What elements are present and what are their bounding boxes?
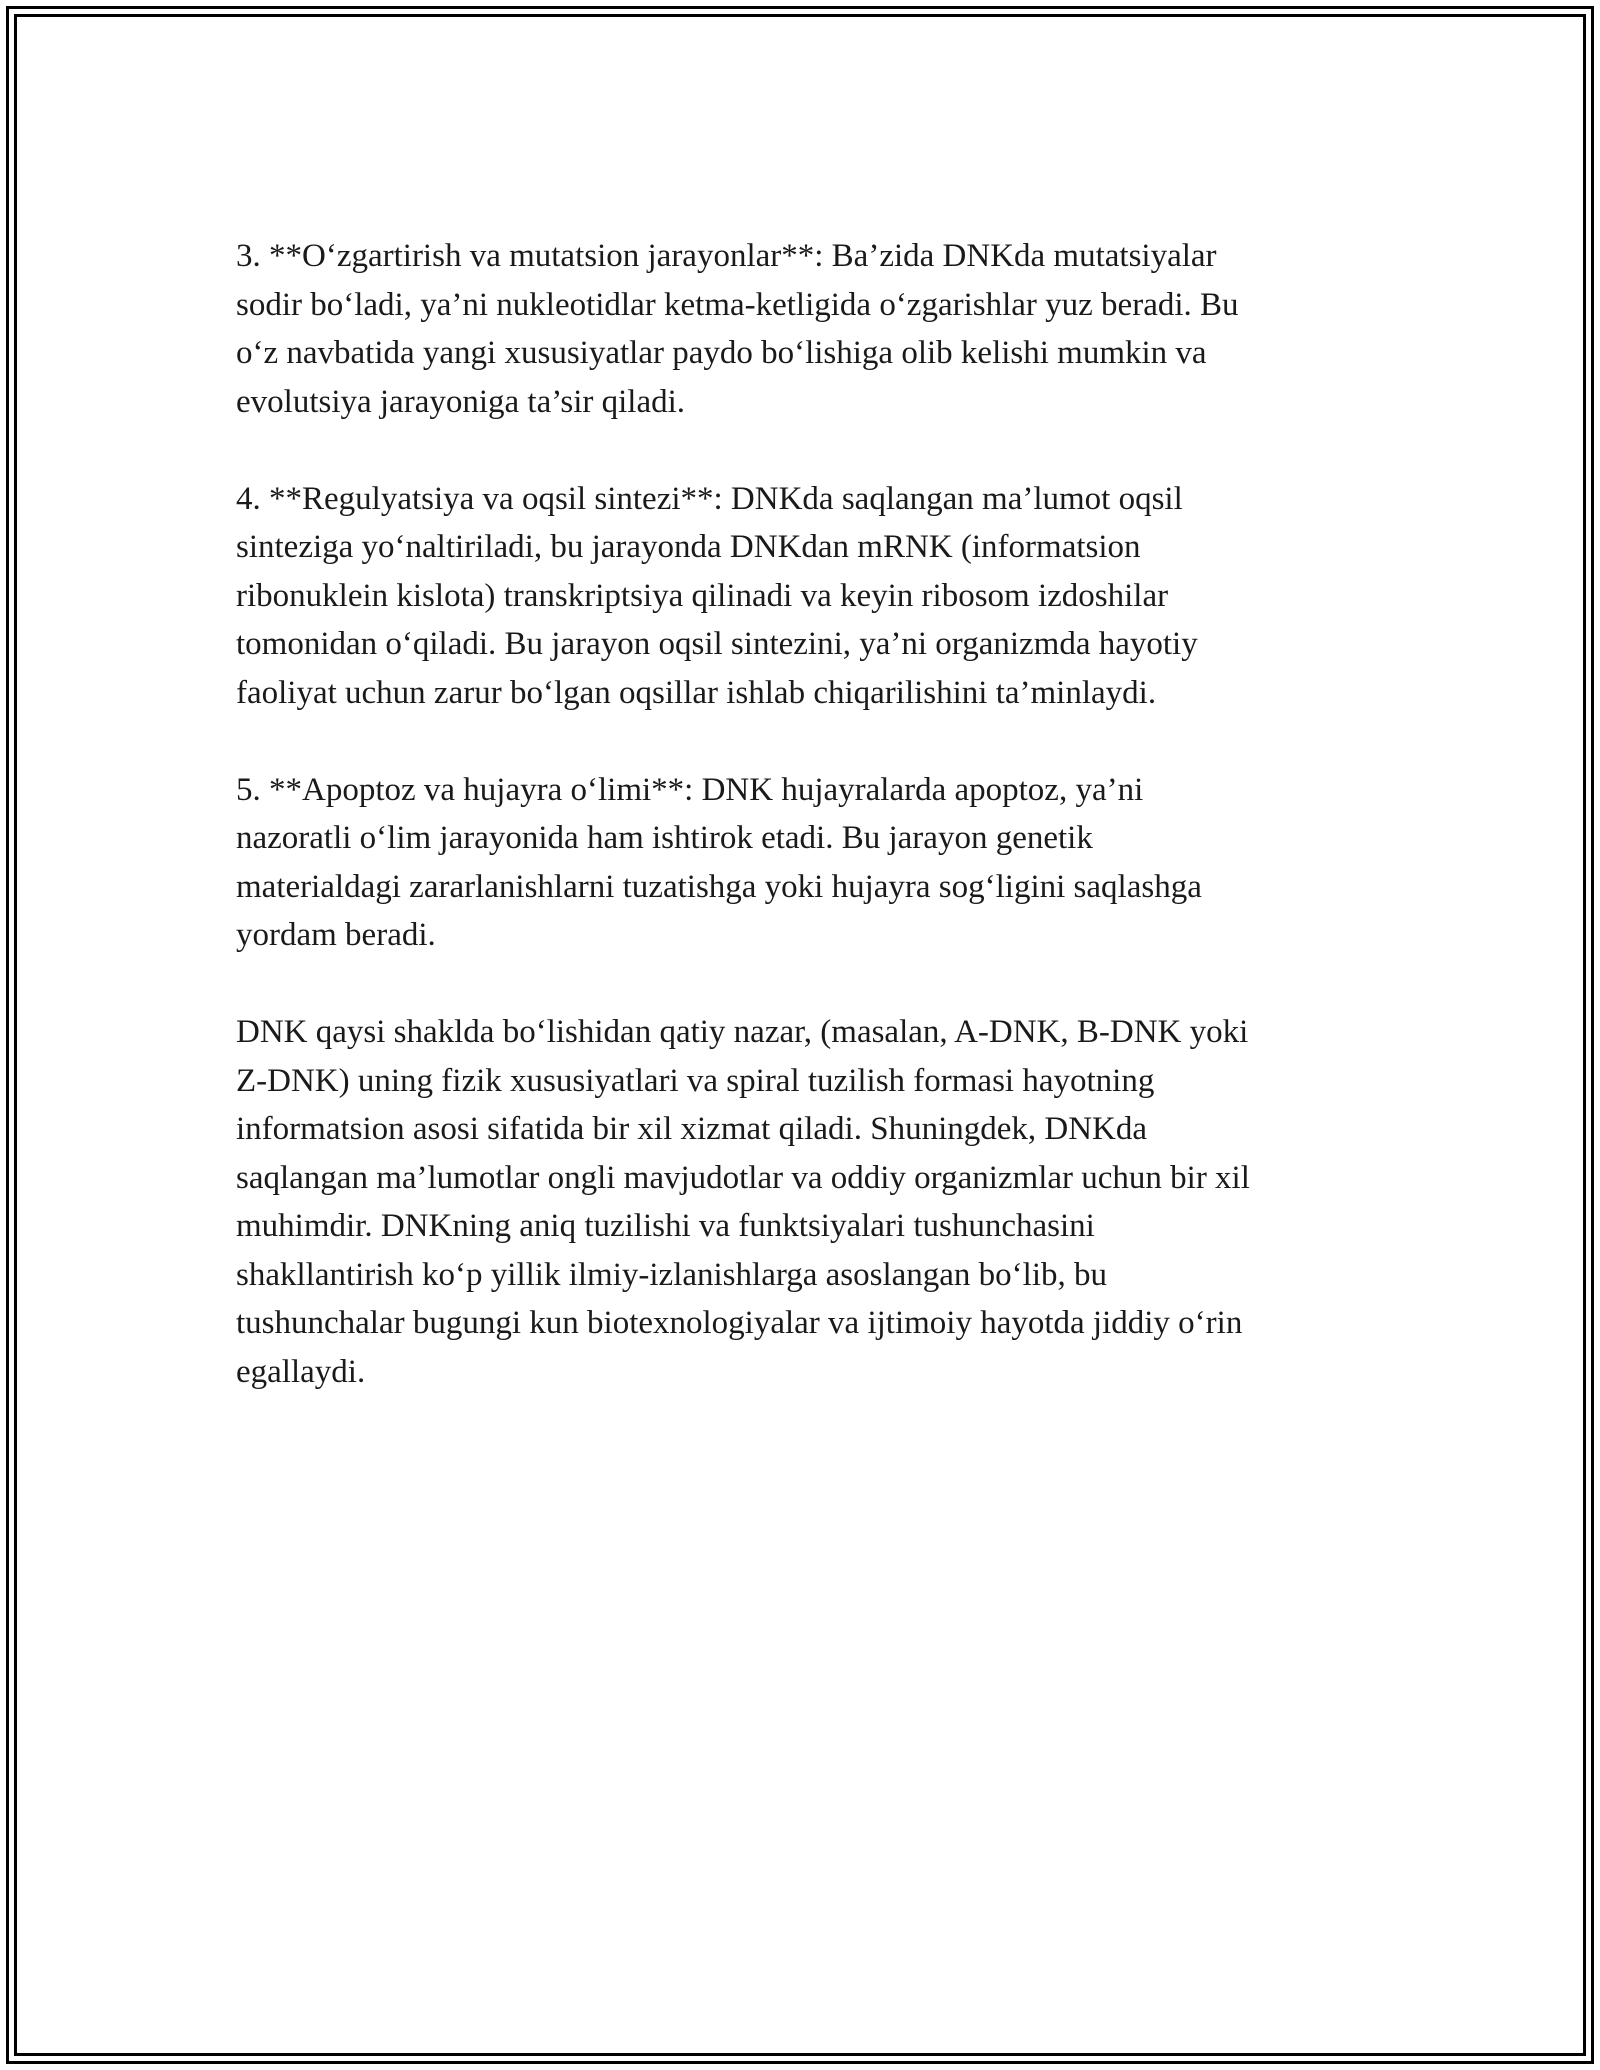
paragraph-regulation-protein-synthesis: 4. **Regulyatsiya va oqsil sintezi**: DNKda saqlangan ma’lumot oqsil sinteziga yo‘naltiriladi, bu jarayonda DNKdan mRNK (informatsion ribonuklein kislota) transkriptsiya qilinadi va keyin ribosom izdoshilar tomonidan o‘qiladi. Bu jarayon oqsil sintezini, ya’ni organizmda hayotiy faoliyat uchun zarur bo‘lgan oqsillar ishlab chiqarilishini ta’minlaydi. — [236, 480, 1198, 711]
document-body — [236, 232, 1366, 1445]
paragraph-dna-forms-conclusion: DNK qaysi shaklda bo‘lishidan qatiy nazar, (masalan, A-DNK, B-DNK yoki Z-DNK) uning fizik xususiyatlari va spiral tuzilish formasi hayotning informatsion asosi sifatida bir xil xizmat qiladi. Shuningdek, DNKda saqlangan ma’lumotlar ongli mavjudotlar va oddiy organizmlar uchun bir xil muhimdir. DNKning aniq tuzilishi va funktsiyalari tushunchasini shakllantirish ko‘p yillik ilmiy-izlanishlarga asoslangan bo‘lib, bu tushunchalar bugungi kun biotexnologiyalar va ijtimoiy hayotda jiddiy o‘rin egallaydi. — [236, 1014, 1250, 1390]
paragraph-apoptosis-cell-death: 5. **Apoptoz va hujayra o‘limi**: DNK hujayralarda apoptoz, ya’ni nazoratli o‘lim jarayonida ham ishtirok etadi. Bu jarayon genetik materialdagi zararlanishlarni tuzatishga yoki hujayra sog‘ligini saqlashga yordam beradi. — [236, 771, 1202, 953]
paragraph-mutation-processes: 3. **O‘zgartirish va mutatsion jarayonlar**: Ba’zida DNKda mutatsiyalar sodir bo‘ladi, ya’ni nukleotidlar ketma-ketligida o‘zgarishlar yuz beradi. Bu o‘z navbatida yangi xususiyatlar paydo bo‘lishiga olib kelishi mumkin va evolutsiya jarayoniga ta’sir qiladi. — [236, 238, 1239, 420]
